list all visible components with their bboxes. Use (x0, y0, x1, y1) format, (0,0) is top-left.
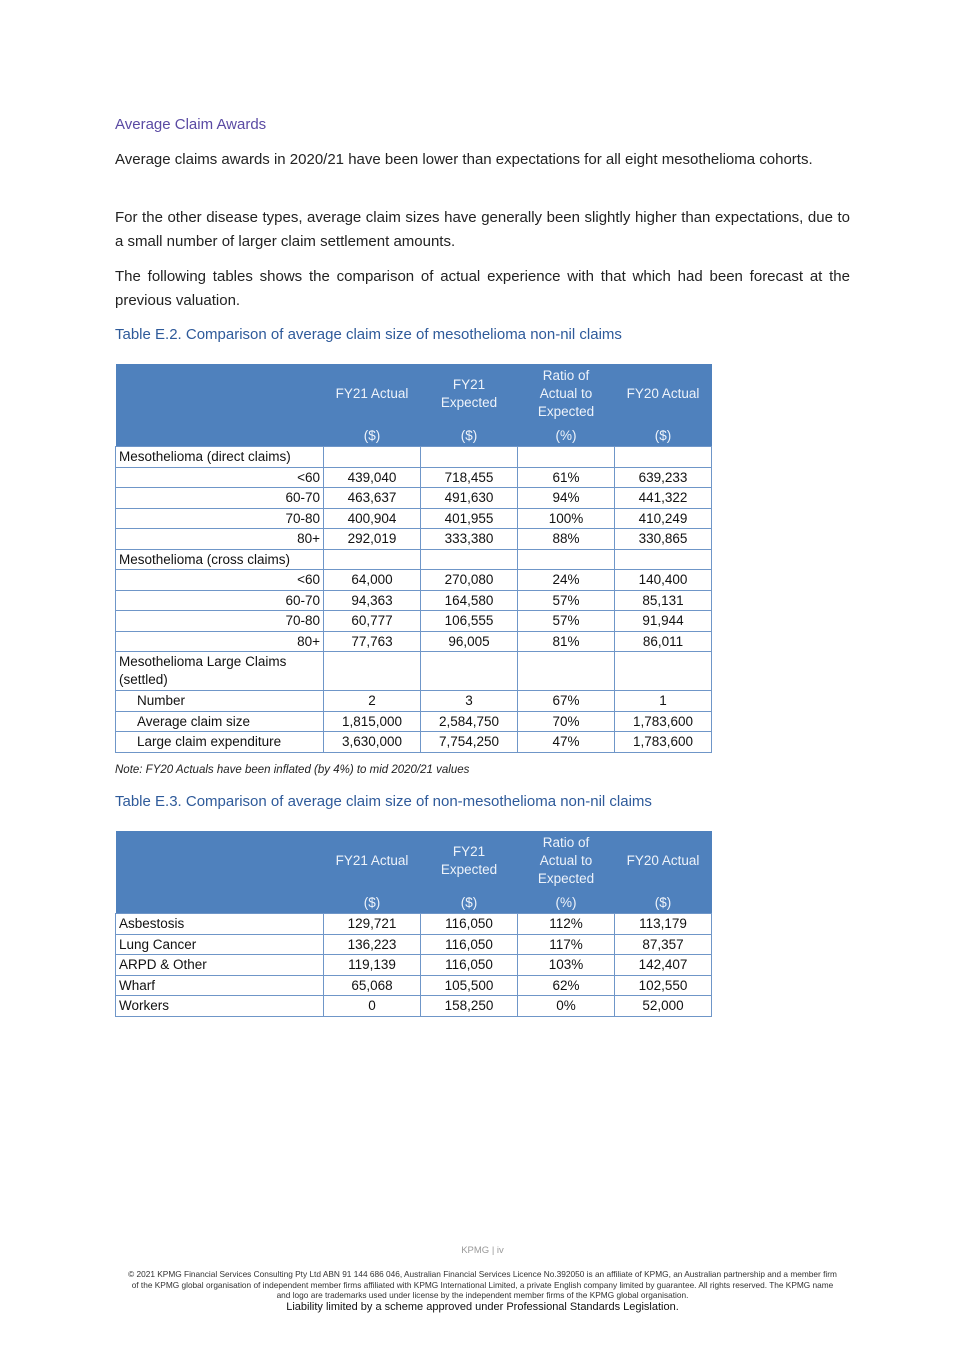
table-row (116, 508, 712, 529)
table-e3 (115, 831, 712, 1017)
cell: 491,630 (421, 488, 518, 509)
table-e2-caption: Table E.2. Comparison of average claim size of mesothelioma non-nil claims (115, 326, 622, 343)
group-label: Mesothelioma (direct claims) (116, 447, 324, 468)
group-row (116, 549, 712, 570)
cell: 113,179 (615, 914, 712, 935)
header-fy20-actual: FY20 Actual (615, 364, 712, 424)
legal-notice: © 2021 KPMG Financial Services Consulting Pty Ltd ABN 91 144 686 046, Australian Financial Services Licence No.392050 is an affiliate of KPMG, an Australian partnership and a member firm of the KPMG global organisation of independent member firms affiliated with KPMG International Limited, a private English company limited by guarantee. All rights reserved. The KPMG name and logo are trademarks used under license by the independent member firms of the KPMG global organisation. (128, 1269, 837, 1300)
cell: 91,944 (615, 611, 712, 632)
table-e3-caption: Table E.3. Comparison of average claim size of non-mesothelioma non-nil claims (115, 793, 652, 810)
unit-fy21-expected: ($) (421, 424, 518, 447)
table-row (116, 631, 712, 652)
row-label: 60-70 (116, 590, 324, 611)
row-label: Workers (116, 996, 324, 1017)
cell: 333,380 (421, 529, 518, 550)
row-label: <60 (116, 467, 324, 488)
table-row (116, 711, 712, 732)
row-label: Number (116, 691, 324, 712)
table-e2-note: Note: FY20 Actuals have been inflated (by 4%) to mid 2020/21 values (115, 764, 470, 776)
cell: 116,050 (421, 914, 518, 935)
cell: 52,000 (615, 996, 712, 1017)
table-row (116, 488, 712, 509)
table-row (116, 467, 712, 488)
cell: 1,815,000 (324, 711, 421, 732)
header-fy21-expected (421, 831, 518, 891)
cell: 164,580 (421, 590, 518, 611)
cell: 292,019 (324, 529, 421, 550)
page-number: KPMG | iv (461, 1245, 504, 1256)
unit-fy20-actual: ($) (615, 424, 712, 447)
row-label: 80+ (116, 631, 324, 652)
cell: 136,223 (324, 934, 421, 955)
cell: 129,721 (324, 914, 421, 935)
cell: 639,233 (615, 467, 712, 488)
table-e2 (115, 364, 712, 753)
header-label: Ratio of Actual to Expected (537, 368, 595, 419)
cell: 0 (324, 996, 421, 1017)
cell: 410,249 (615, 508, 712, 529)
table-row (116, 570, 712, 591)
cell: 85,131 (615, 590, 712, 611)
cell: 116,050 (421, 934, 518, 955)
cell: 96,005 (421, 631, 518, 652)
header-ratio (518, 364, 615, 424)
cell: 270,080 (421, 570, 518, 591)
cell: 57% (518, 590, 615, 611)
row-label: Large claim expenditure (116, 732, 324, 753)
cell: 105,500 (421, 975, 518, 996)
header-blank (116, 831, 324, 891)
cell: 86,011 (615, 631, 712, 652)
unit-fy21-actual: ($) (324, 424, 421, 447)
cell: 401,955 (421, 508, 518, 529)
cell: 94,363 (324, 590, 421, 611)
table-row (116, 914, 712, 935)
group-row (116, 447, 712, 468)
cell: 1,783,600 (615, 711, 712, 732)
cell: 103% (518, 955, 615, 976)
header-label: FY21 Expected (440, 377, 498, 410)
cell: 87,357 (615, 934, 712, 955)
cell: 62% (518, 975, 615, 996)
header-label: FY21 Expected (440, 844, 498, 877)
cell: 24% (518, 570, 615, 591)
cell: 1,783,600 (615, 732, 712, 753)
row-label: 70-80 (116, 611, 324, 632)
table-row (116, 590, 712, 611)
cell: 142,407 (615, 955, 712, 976)
cell: 47% (518, 732, 615, 753)
liability-notice: Liability limited by a scheme approved under Professional Standards Legislation. (286, 1301, 679, 1313)
cell: 112% (518, 914, 615, 935)
cell: 400,904 (324, 508, 421, 529)
cell: 117% (518, 934, 615, 955)
row-label: <60 (116, 570, 324, 591)
table-row (116, 975, 712, 996)
cell: 3 (421, 691, 518, 712)
header-fy20-actual: FY20 Actual (615, 831, 712, 891)
table-row (116, 529, 712, 550)
paragraph-3: The following tables shows the comparison of actual experience with that which had been forecast at the previous valuation. (115, 268, 850, 309)
cell: 70% (518, 711, 615, 732)
cell: 439,040 (324, 467, 421, 488)
cell: 0% (518, 996, 615, 1017)
cell: 57% (518, 611, 615, 632)
cell: 119,139 (324, 955, 421, 976)
table-row (116, 732, 712, 753)
group-row (116, 652, 712, 691)
header-blank (116, 364, 324, 424)
group-label: Mesothelioma (cross claims) (116, 549, 324, 570)
row-label: 70-80 (116, 508, 324, 529)
section-heading: Average Claim Awards (115, 116, 267, 133)
cell: 2,584,750 (421, 711, 518, 732)
cell: 77,763 (324, 631, 421, 652)
cell: 718,455 (421, 467, 518, 488)
table-row (116, 934, 712, 955)
row-label: ARPD & Other (116, 955, 324, 976)
unit-blank (116, 891, 324, 914)
row-label: Average claim size (116, 711, 324, 732)
cell: 3,630,000 (324, 732, 421, 753)
paragraph-2: For the other disease types, average claim sizes have generally been slightly higher than expectations, due to a small number of larger claim settlement amounts. (115, 209, 850, 250)
cell: 2 (324, 691, 421, 712)
cell: 94% (518, 488, 615, 509)
row-label: 80+ (116, 529, 324, 550)
cell: 65,068 (324, 975, 421, 996)
header-fy21-expected (421, 364, 518, 424)
cell: 1 (615, 691, 712, 712)
cell: 100% (518, 508, 615, 529)
table-row (116, 996, 712, 1017)
cell: 158,250 (421, 996, 518, 1017)
table-row (116, 611, 712, 632)
cell: 330,865 (615, 529, 712, 550)
table-row (116, 955, 712, 976)
header-fy21-actual: FY21 Actual (324, 364, 421, 424)
unit-fy21-expected: ($) (421, 891, 518, 914)
cell: 140,400 (615, 570, 712, 591)
row-label: 60-70 (116, 488, 324, 509)
cell: 7,754,250 (421, 732, 518, 753)
unit-blank (116, 424, 324, 447)
paragraph-1: Average claims awards in 2020/21 have been lower than expectations for all eight mesothelioma cohorts. (115, 151, 813, 168)
cell: 81% (518, 631, 615, 652)
row-label: Lung Cancer (116, 934, 324, 955)
header-label: Ratio of Actual to Expected (537, 835, 595, 886)
cell: 67% (518, 691, 615, 712)
cell: 116,050 (421, 955, 518, 976)
unit-fy20-actual: ($) (615, 891, 712, 914)
cell: 463,637 (324, 488, 421, 509)
unit-ratio: (%) (518, 891, 615, 914)
row-label: Wharf (116, 975, 324, 996)
unit-ratio: (%) (518, 424, 615, 447)
unit-fy21-actual: ($) (324, 891, 421, 914)
cell: 106,555 (421, 611, 518, 632)
header-fy21-actual: FY21 Actual (324, 831, 421, 891)
group-label: Mesothelioma Large Claims (settled) (116, 652, 324, 691)
cell: 88% (518, 529, 615, 550)
row-label: Asbestosis (116, 914, 324, 935)
cell: 60,777 (324, 611, 421, 632)
table-row (116, 691, 712, 712)
header-ratio (518, 831, 615, 891)
cell: 61% (518, 467, 615, 488)
cell: 441,322 (615, 488, 712, 509)
cell: 102,550 (615, 975, 712, 996)
cell: 64,000 (324, 570, 421, 591)
